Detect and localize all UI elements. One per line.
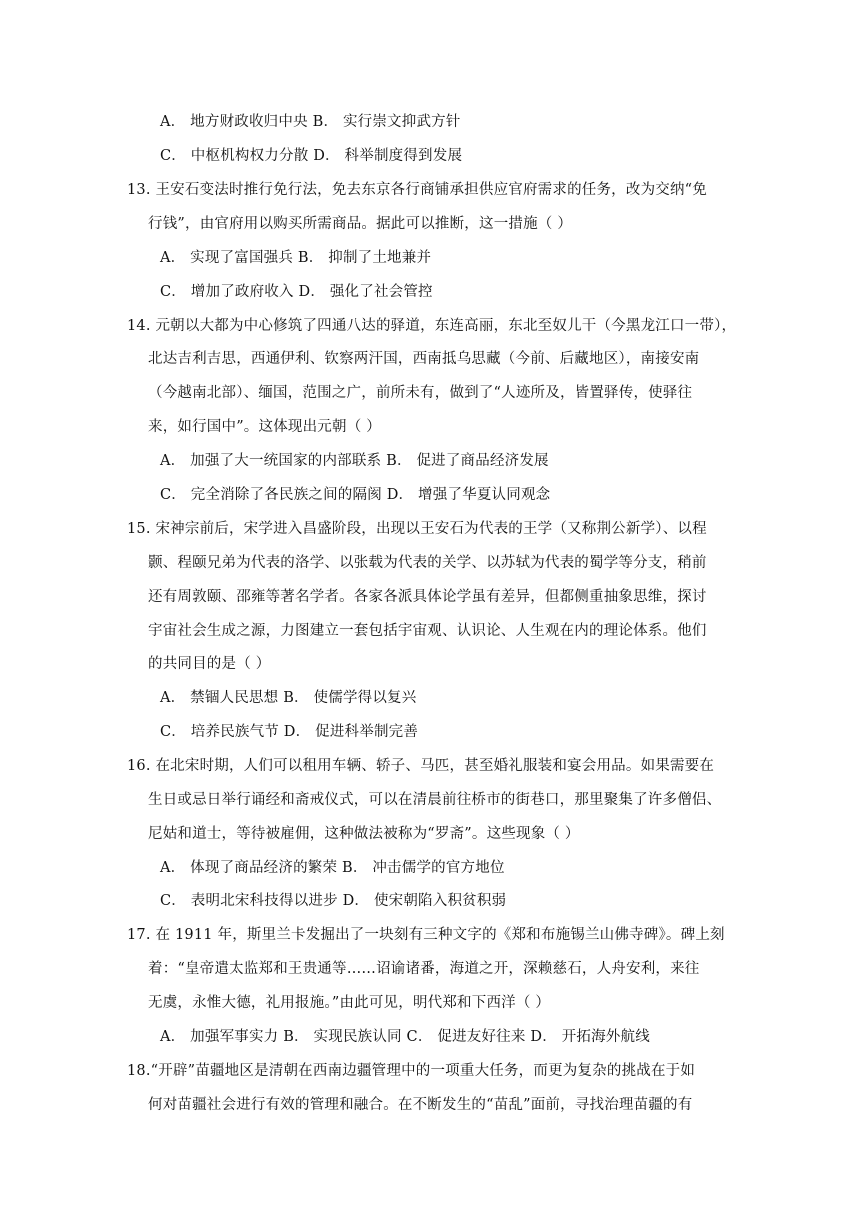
q15-stem-line3: 还有周敦颐、邵雍等著名学者。各家各派具体论学虽有差异，但都侧重抽象思维，探讨	[148, 589, 707, 605]
q15-options-row1: A． 禁锢人民思想 B． 使儒学得以复兴	[160, 690, 417, 706]
q12-options-row1: A． 地方财政收归中央 B． 实行崇文抑武方针	[160, 114, 461, 130]
q14-stem-line2: 北达吉利吉思，西通伊利、钦察两汗国，西南抵乌思藏（今前、后藏地区），南接安南	[148, 351, 700, 367]
q17-stem-line2: 着：“皇帝遣太监郑和王贵通等……诏谕诸番，海道之开，深赖慈石，人舟安利，来往	[148, 961, 700, 977]
q16-stem-line1: 16. 在北宋时期，人们可以租用车辆、轿子、马匹，甚至婚礼服装和宴会用品。如果需要在	[127, 758, 715, 774]
q16-stem-line3: 尼姑和道士，等待被雇佣，这种做法被称为“罗斋”。这些现象（ ）	[148, 826, 580, 842]
q14-stem-line4: 来，如行国中”。这体现出元朝（ ）	[148, 419, 381, 435]
q13-stem-line2: 行钱”，由官府用以购买所需商品。据此可以推断，这一措施（ ）	[148, 216, 573, 232]
q14-options-row1: A． 加强了大一统国家的内部联系 B． 促进了商品经济发展	[160, 453, 549, 469]
q17-stem-line3: 无虞，永惟大德，礼用报施。”由此可见，明代郑和下西洋（ ）	[148, 995, 551, 1011]
q12-options-row2: C． 中枢机构权力分散 D． 科举制度得到发展	[160, 148, 463, 164]
q14-stem-line1: 14. 元朝以大都为中心修筑了四通八达的驿道，东连高丽，东北至奴儿干（今黑龙江口一带），	[127, 318, 737, 334]
q15-stem-line5: 的共同目的是（ ）	[148, 656, 271, 672]
q14-options-row2: C． 完全消除了各民族之间的隔阂 D． 增强了华夏认同观念	[160, 487, 551, 503]
q15-options-row2: C． 培养民族气节 D． 促进科举制完善	[160, 724, 419, 740]
q18-stem-line1: 18.“开辟”苗疆地区是清朝在西南边疆管理中的一项重大任务，而更为复杂的挑战在于如	[127, 1063, 696, 1079]
q13-options-row1: A． 实现了富国强兵 B． 抑制了土地兼并	[160, 250, 432, 266]
q18-stem-line2: 何对苗疆社会进行有效的管理和融合。在不断发生的“苗乱”面前，寻找治理苗疆的有	[148, 1097, 693, 1113]
q16-stem-line2: 生日或忌日举行诵经和斋戒仪式，可以在清晨前往桥市的街巷口，那里聚集了许多僧侣、	[148, 792, 722, 808]
q15-stem-line4: 宇宙社会生成之源，力图建立一套包括宇宙观、认识论、人生观在内的理论体系。他们	[148, 623, 707, 639]
q16-options-row1: A． 体现了商品经济的繁荣 B． 冲击儒学的官方地位	[160, 860, 505, 876]
q15-stem-line2: 颢、程颐兄弟为代表的洛学、以张载为代表的关学、以苏轼为代表的蜀学等分支，稍前	[148, 555, 707, 571]
q14-stem-line3: （今越南北部）、缅国，范围之广，前所未有，做到了“人迹所及，皆置驿传，使驿往	[148, 385, 693, 401]
q17-stem-line1: 17. 在 1911 年，斯里兰卡发掘出了一块刻有三种文字的《郑和布施锡兰山佛寺碑》。碑上刻	[127, 927, 725, 943]
q13-stem-line1: 13. 王安石变法时推行免行法，免去东京各行商铺承担供应官府需求的任务，改为交纳“免	[127, 182, 707, 198]
q16-options-row2: C． 表明北宋科技得以进步 D． 使宋朝陷入积贫积弱	[160, 893, 507, 909]
q17-options-row1: A． 加强军事实力 B． 实现民族认同 C． 促进友好往来 D． 开拓海外航线	[160, 1029, 650, 1045]
q15-stem-line1: 15. 宋神宗前后，宋学进入昌盛阶段，出现以王安石为代表的王学（又称荆公新学）、以程	[127, 521, 707, 537]
q13-options-row2: C． 增加了政府收入 D． 强化了社会管控	[160, 284, 433, 300]
